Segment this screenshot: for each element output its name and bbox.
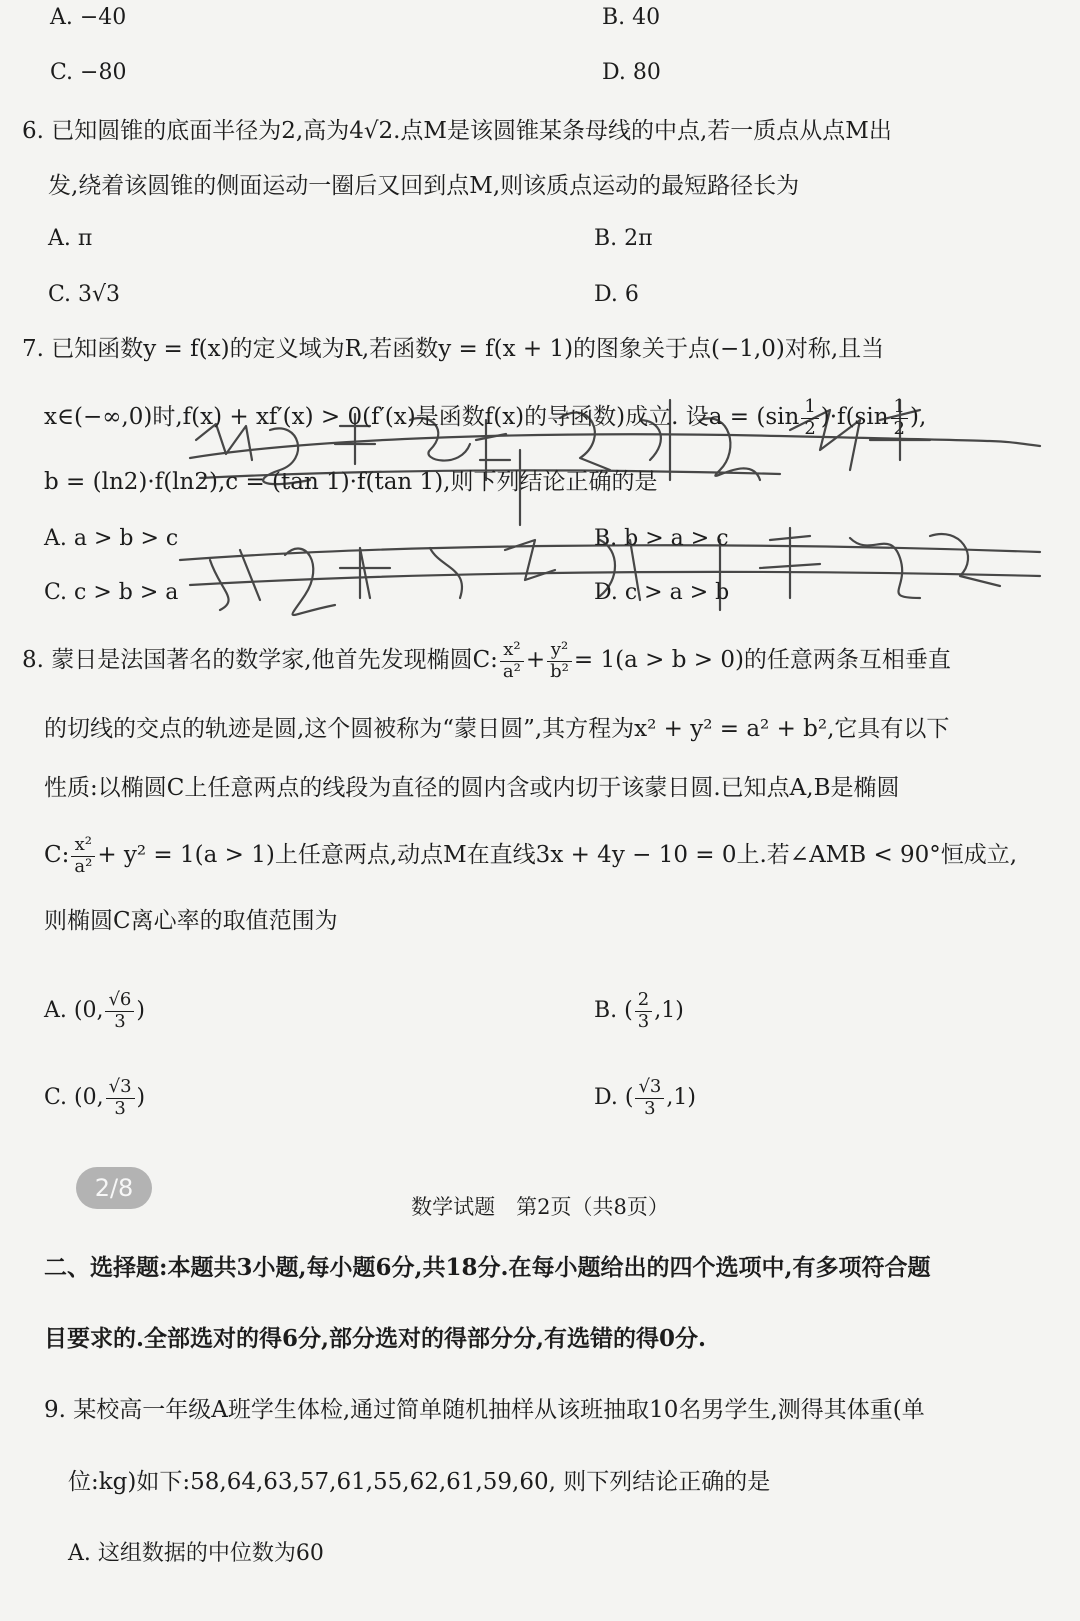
q8-option-c [44, 1077, 145, 1119]
q6-option-a: A. π [48, 226, 93, 251]
fraction-numerator: y² [547, 640, 572, 662]
section-2-heading-line-2: 目要求的.全部选对的得6分,部分选对的得部分分,有选错的得0分. [44, 1325, 707, 1352]
q7-line-1: 7. 已知函数y = f(x)的定义域为R,若函数y = f(x + 1)的图象关于点(−1,0)对称,且当 [22, 336, 885, 362]
q8-fraction-y2-b2 [547, 640, 572, 682]
fraction-numerator: x² [500, 640, 524, 662]
handwritten-scribble-overlay [0, 0, 1080, 640]
q7-line-2-end: ), [909, 404, 927, 431]
q6-line-2: 发,绕着该圆锥的侧面运动一圈后又回到点M,则该质点运动的最短路径长为 [48, 173, 800, 199]
fraction-denominator: 3 [114, 1097, 126, 1119]
q9-line-1: 9. 某校高一年级A班学生体检,通过简单随机抽样从该班抽取10名男学生,测得其体重(单 [44, 1397, 925, 1423]
fraction-denominator: a² [502, 660, 521, 682]
q7-line-2-mid: )·f(sin [820, 404, 889, 431]
q8-option-d [594, 1077, 696, 1119]
fraction-numerator: √3 [635, 1077, 664, 1099]
q6-option-c: C. 3√3 [48, 282, 121, 307]
q5-option-d: D. 80 [602, 60, 661, 85]
option-suffix: ) [136, 1085, 146, 1111]
q8-option-a [44, 990, 145, 1032]
q7-option-d: D. c > a > b [594, 580, 730, 605]
q8-line-1-pre: 8. 蒙日是法国著名的数学家,他首先发现椭圆C: [22, 647, 498, 674]
option-suffix: ,1) [654, 998, 684, 1024]
q6-line-1: 6. 已知圆锥的底面半径为2,高为4√2.点M是该圆锥某条母线的中点,若一质点从点M出 [22, 118, 892, 144]
q5-option-c: C. −80 [50, 60, 127, 85]
q8-line-4-pre: C: [44, 842, 70, 869]
q8-line-2: 的切线的交点的轨迹是圆,这个圆被称为“蒙日圆”,其方程为x² + y² = a² + b²,它具有以下 [44, 716, 950, 742]
q5-option-a: A. −40 [50, 5, 127, 30]
option-fraction [105, 990, 134, 1032]
option-fraction [635, 990, 652, 1032]
page-indicator-badge: 2/8 [76, 1167, 152, 1209]
q9-line-2: 位:kg)如下:58,64,63,57,61,55,62,61,59,60, 则下列结论正确的是 [68, 1469, 771, 1495]
q8-line-4 [44, 835, 1017, 877]
q8-line-3: 性质:以椭圆C上任意两点的线段为直径的圆内含或内切于该蒙日圆.已知点A,B是椭圆 [44, 775, 900, 801]
fraction-numerator: x² [71, 835, 95, 857]
q8-line-5: 则椭圆C离心率的取值范围为 [44, 908, 338, 934]
fraction-numerator: √6 [105, 990, 134, 1012]
q9-option-a: A. 这组数据的中位数为60 [68, 1541, 324, 1566]
fraction-denominator: 2 [804, 417, 816, 439]
q8-plus: + [525, 647, 546, 674]
option-prefix: C. (0, [44, 1085, 104, 1111]
option-fraction [635, 1077, 664, 1119]
section-2-heading-line-1: 二、选择题:本题共3小题,每小题6分,共18分.在每小题给出的四个选项中,有多项符合题 [44, 1254, 931, 1281]
fraction-denominator: 2 [893, 417, 905, 439]
q8-fraction-x2-a2 [500, 640, 524, 682]
q7-option-c: C. c > b > a [44, 580, 179, 605]
q8-line-1-post: = 1(a > b > 0)的任意两条互相垂直 [573, 647, 951, 674]
option-prefix: B. ( [594, 998, 633, 1024]
page-footer: 数学试题 第2页（共8页） [411, 1195, 669, 1219]
q7-line-2-pre: x∈(−∞,0)时,f(x) + xf′(x) > 0(f′(x)是函数f(x)的导函数)成立. 设a = (sin [44, 404, 800, 431]
q6-option-d: D. 6 [594, 282, 639, 307]
q7-option-a: A. a > b > c [44, 526, 179, 551]
fraction-denominator: 3 [637, 1010, 650, 1032]
fraction-denominator: 3 [644, 1097, 656, 1119]
fraction-denominator: 3 [114, 1010, 126, 1032]
q6-option-b: B. 2π [594, 226, 653, 251]
q8-line-4-post: + y² = 1(a > 1)上任意两点,动点M在直线3x + 4y − 10 = 0上.若∠AMB < 90°恒成立, [97, 842, 1018, 869]
option-suffix: ,1) [666, 1085, 696, 1111]
fraction-numerator: 2 [635, 990, 652, 1012]
fraction-numerator: 1 [801, 397, 818, 419]
q7-line-3: b = (ln2)·f(ln2),c = (tan 1)·f(tan 1),则下列结论正确的是 [44, 469, 658, 495]
fraction-denominator: b² [550, 660, 569, 682]
q8-line-1 [22, 640, 951, 682]
option-suffix: ) [136, 998, 145, 1024]
option-prefix: A. (0, [44, 998, 104, 1024]
q7-option-b: B. b > a > c [594, 526, 729, 551]
fraction-denominator: a² [74, 855, 93, 877]
q8-option-b [594, 990, 684, 1032]
fraction-numerator: √3 [106, 1077, 135, 1099]
option-prefix: D. ( [594, 1085, 634, 1111]
option-fraction [106, 1077, 135, 1119]
q8-fraction-x2-a2-second [71, 835, 95, 877]
q5-option-b: B. 40 [602, 5, 661, 30]
fraction-numerator: 1 [891, 397, 908, 419]
